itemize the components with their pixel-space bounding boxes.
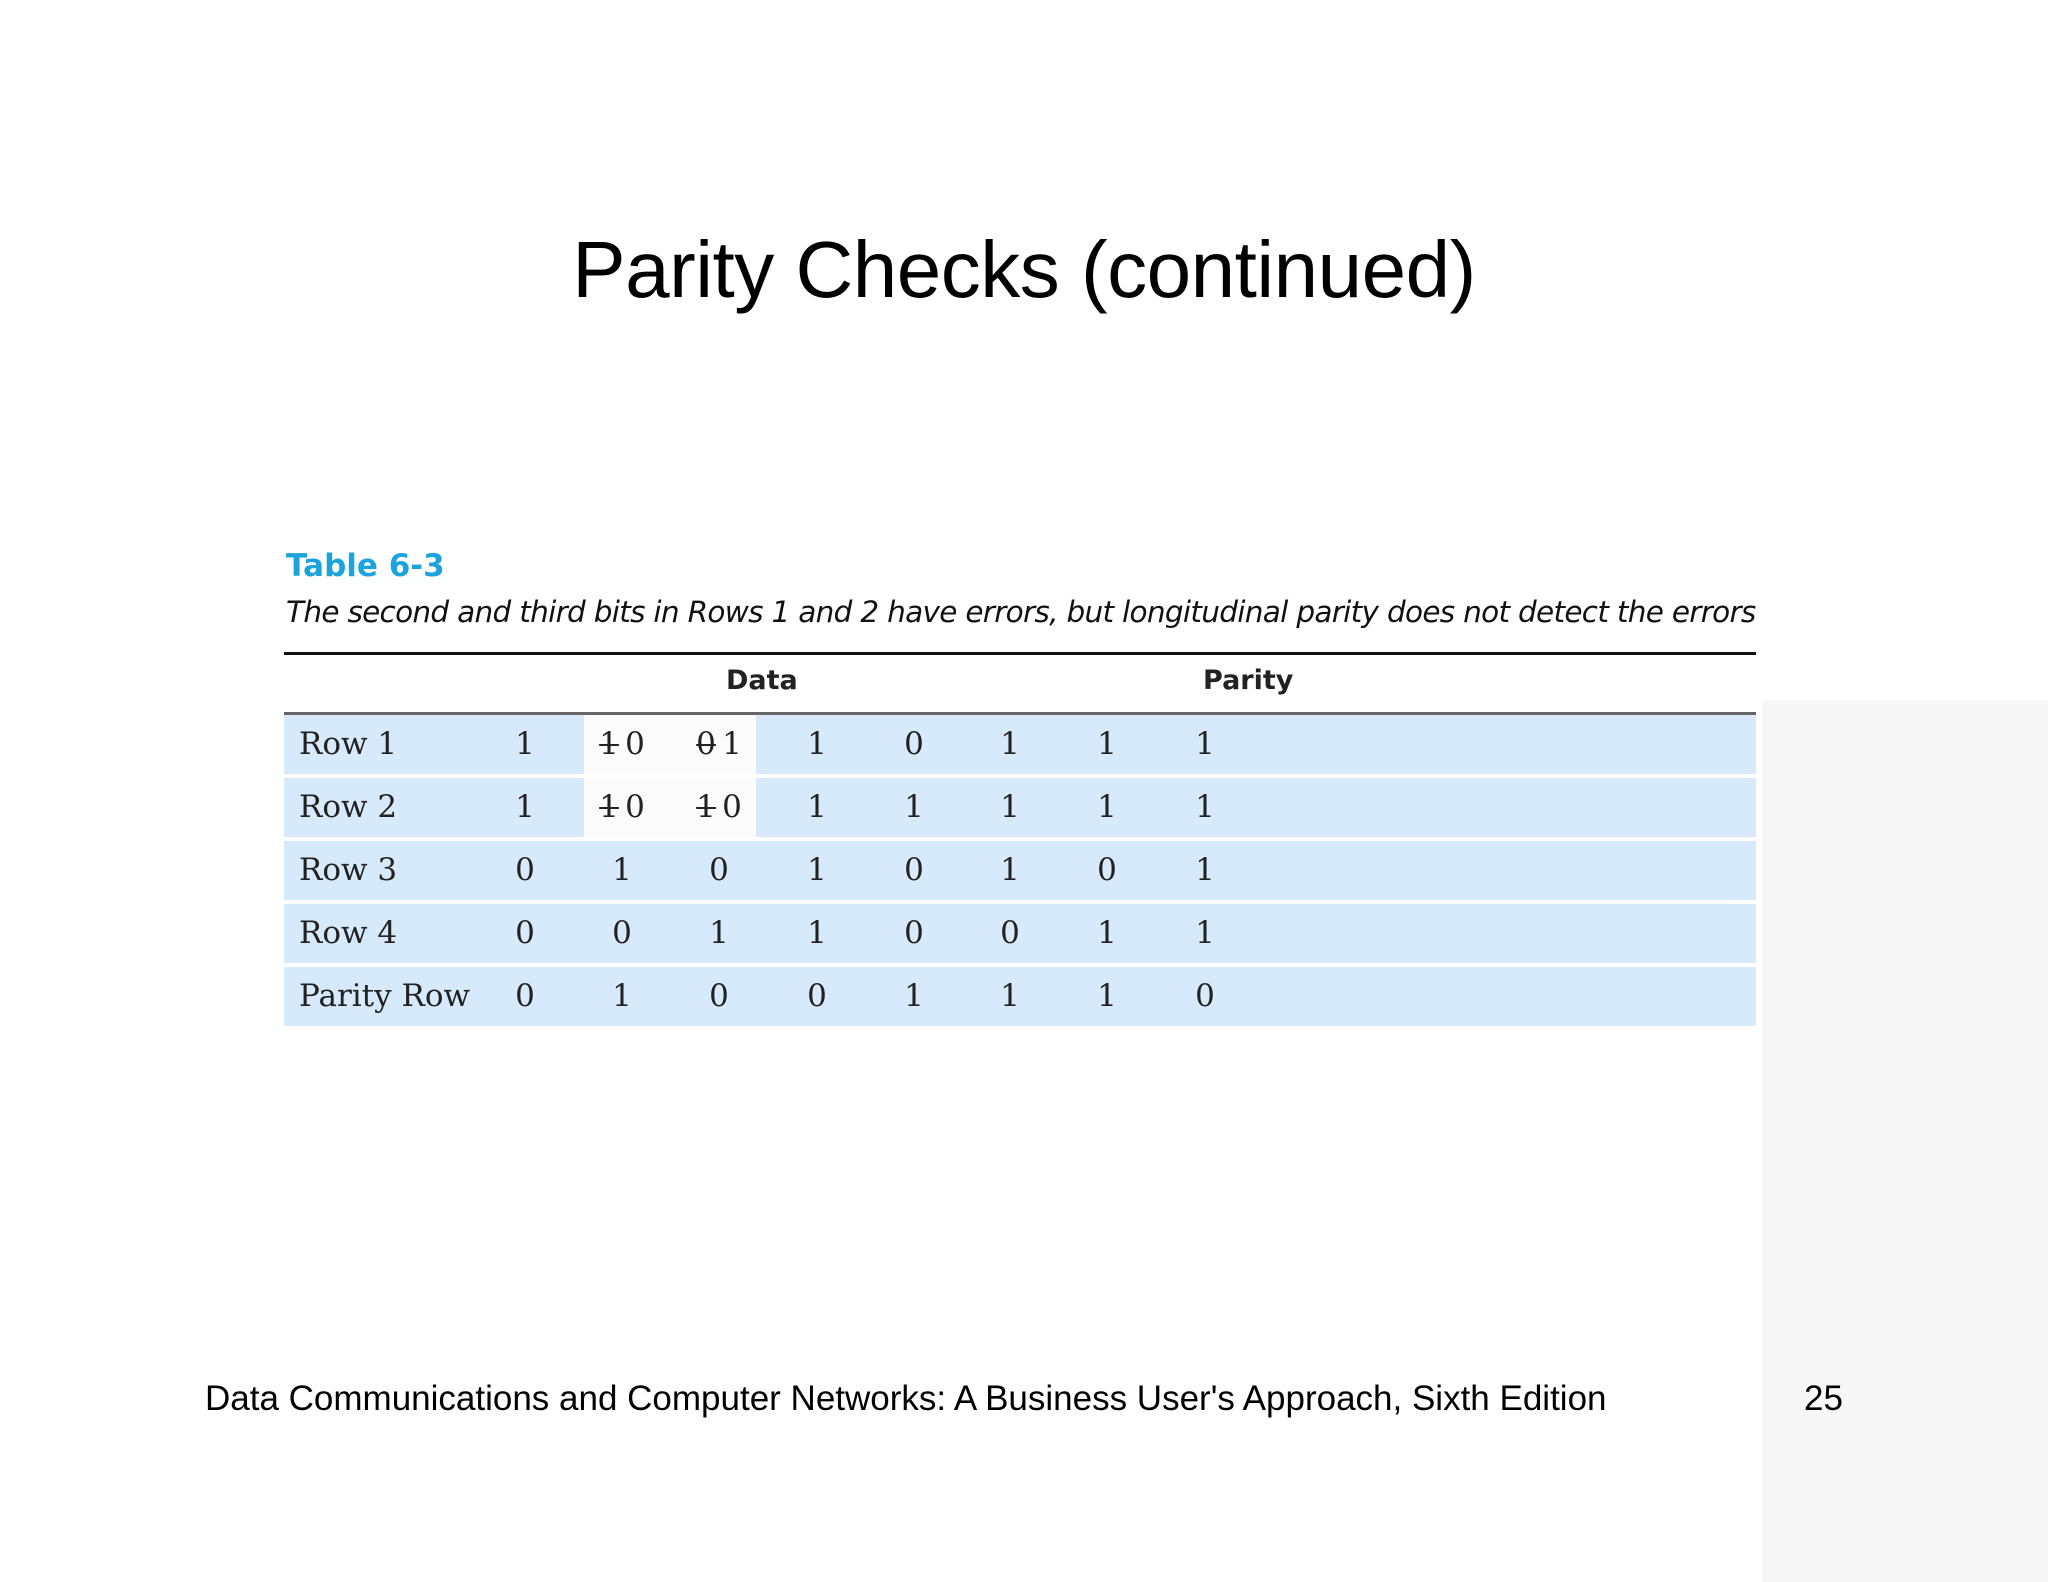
table-number: Table 6-3 [286, 548, 445, 584]
footer-text: Data Communications and Computer Networks: A Business User's Approach, Sixth Edition [205, 1379, 1607, 1418]
header-parity: Parity [1203, 665, 1294, 696]
background-shade [1762, 700, 2048, 1582]
data-bit: 1 [807, 915, 827, 951]
original-bit: 0 [696, 726, 716, 762]
row-label: Row 3 [299, 852, 398, 888]
data-bit: 0 [709, 852, 729, 888]
error-bit-cell [679, 715, 759, 774]
data-bit: 1 [515, 789, 535, 825]
data-bit: 1 [1097, 978, 1117, 1014]
data-bit: 1 [1000, 726, 1020, 762]
row-label: Row 4 [299, 915, 398, 951]
error-bit-cell [582, 778, 662, 837]
parity-bit: 0 [1195, 978, 1215, 1014]
original-bit: 1 [599, 789, 619, 825]
data-bit: 0 [1097, 852, 1117, 888]
data-bit: 1 [1000, 852, 1020, 888]
corrected-bit: 0 [625, 726, 645, 762]
data-bit: 0 [515, 915, 535, 951]
data-bit: 1 [1097, 726, 1117, 762]
data-bit: 1 [1097, 789, 1117, 825]
corrected-bit: 0 [625, 789, 645, 825]
table-caption: The second and third bits in Rows 1 and 2 have errors, but longitudinal parity does not detect the errors [286, 595, 1756, 629]
data-bit: 1 [1097, 915, 1117, 951]
original-bit: 1 [696, 789, 716, 825]
data-bit: 1 [904, 789, 924, 825]
row-label: Parity Row [299, 978, 471, 1014]
parity-table [284, 546, 1758, 1014]
table-row [284, 841, 1756, 900]
page-number: 25 [1804, 1379, 1843, 1418]
slide-title: Parity Checks (continued) [572, 225, 1476, 314]
corrected-bit: 0 [722, 789, 742, 825]
error-bit-cell [679, 778, 759, 837]
corrected-bit: 1 [722, 726, 742, 762]
data-bit: 0 [709, 978, 729, 1014]
data-bit: 1 [612, 978, 632, 1014]
data-bit: 1 [612, 852, 632, 888]
data-bit: 1 [904, 978, 924, 1014]
data-bit: 0 [515, 978, 535, 1014]
data-bit: 1 [709, 915, 729, 951]
data-bit: 0 [904, 915, 924, 951]
original-bit: 1 [599, 726, 619, 762]
table-row [284, 715, 1756, 774]
error-bit-cell [582, 715, 662, 774]
data-bit: 1 [807, 852, 827, 888]
row-label: Row 1 [299, 726, 398, 762]
row-label: Row 2 [299, 789, 398, 825]
table-row [284, 904, 1756, 963]
data-bit: 1 [515, 726, 535, 762]
data-bit: 0 [904, 726, 924, 762]
table-body [284, 715, 1756, 1030]
data-bit: 0 [1000, 915, 1020, 951]
data-bit: 1 [807, 789, 827, 825]
data-bit: 1 [807, 726, 827, 762]
table-row [284, 967, 1756, 1026]
data-bit: 0 [515, 852, 535, 888]
parity-bit: 1 [1195, 726, 1215, 762]
parity-bit: 1 [1195, 915, 1215, 951]
header-data: Data [726, 665, 798, 696]
data-bit: 0 [904, 852, 924, 888]
data-bit: 1 [1000, 789, 1020, 825]
data-bit: 0 [807, 978, 827, 1014]
data-bit: 1 [1000, 978, 1020, 1014]
data-bit: 0 [612, 915, 632, 951]
parity-bit: 1 [1195, 789, 1215, 825]
table-header-row [284, 655, 1756, 705]
table-row [284, 778, 1756, 837]
parity-bit: 1 [1195, 852, 1215, 888]
